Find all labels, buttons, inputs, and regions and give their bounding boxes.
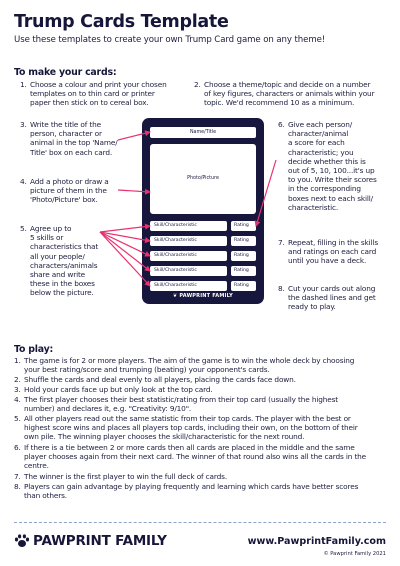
photo-picture-box: Photo/Picture [150, 144, 256, 214]
footer-brand: PAWPRINT FAMILY [14, 533, 167, 549]
rating-box: Rating [231, 221, 256, 231]
make-heading: To make your cards: [14, 67, 117, 78]
arrow-step-3 [118, 132, 150, 140]
card-logo: ❦ PAWPRINT FAMILY [173, 293, 233, 299]
play-heading: To play: [14, 344, 54, 355]
name-title-box: Name/Title [150, 127, 256, 138]
page-title: Trump Cards Template [14, 12, 229, 32]
paw-icon [14, 534, 30, 548]
arrow-step-5c [100, 232, 150, 256]
rating-box: Rating [231, 251, 256, 261]
skill-box: Skill/Characteristic [150, 251, 227, 261]
rating-box: Rating [231, 236, 256, 246]
rating-box: Rating [231, 266, 256, 276]
footer-copyright: © Pawprint Family 2021 [323, 551, 386, 557]
arrow-step-5d [100, 232, 150, 271]
footer-url[interactable]: www.PawprintFamily.com [247, 536, 386, 547]
skill-box: Skill/Characteristic [150, 236, 227, 246]
arrow-step-6 [256, 160, 276, 226]
rating-box: Rating [231, 281, 256, 291]
page-subtitle: Use these templates to create your own Trump Card game on any theme! [14, 35, 326, 45]
arrow-step-5a [100, 226, 150, 232]
footer-divider [14, 522, 386, 523]
skill-box: Skill/Characteristic [150, 281, 227, 291]
arrow-step-4 [118, 190, 150, 192]
skill-box: Skill/Characteristic [150, 221, 227, 231]
paw-icon: ❦ [173, 293, 178, 299]
skill-box: Skill/Characteristic [150, 266, 227, 276]
